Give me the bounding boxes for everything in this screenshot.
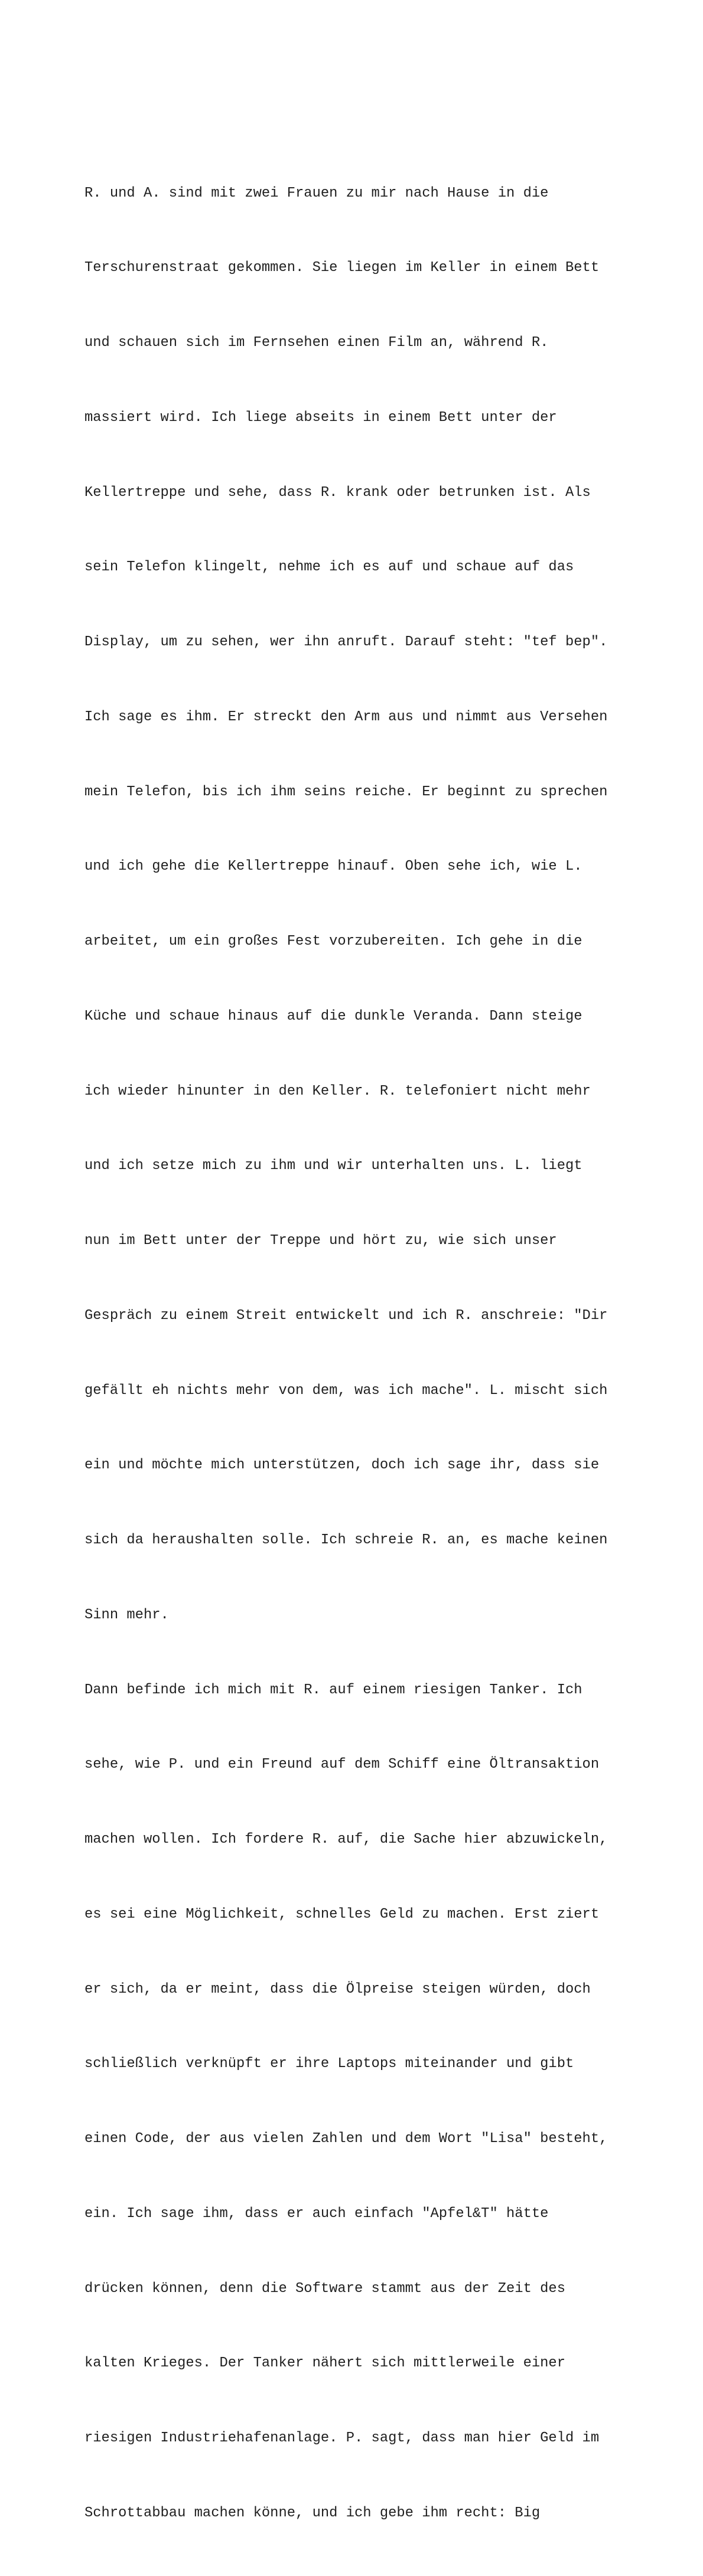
text-line: Dann befinde ich mich mit R. auf einem riesigen Tanker. Ich (84, 1682, 582, 1698)
text-line: sich da heraushalten solle. Ich schreie R. an, es mache keinen (84, 1532, 608, 1548)
text-line: sein Telefon klingelt, nehme ich es auf und schaue auf das (84, 559, 574, 576)
text-line: es sei eine Möglichkeit, schnelles Geld zu machen. Erst ziert (84, 1906, 600, 1922)
text-line: und ich setze mich zu ihm und wir unterhalten uns. L. liegt (84, 1158, 582, 1174)
text-line: drücken können, denn die Software stammt aus der Zeit des (84, 2280, 565, 2297)
text-line: riesigen Industriehafenanlage. P. sagt, dass man hier Geld im (84, 2430, 600, 2446)
text-line: Ich sage es ihm. Er streckt den Arm aus und nimmt aus Versehen (84, 709, 608, 725)
text-line: Gespräch zu einem Streit entwickelt und ich R. anschreie: "Dir (84, 1307, 608, 1324)
text-line: und ich gehe die Kellertreppe hinauf. Oben sehe ich, wie L. (84, 858, 582, 875)
text-line: schließlich verknüpft er ihre Laptops miteinander und gibt (84, 2056, 574, 2072)
text-line: einen Code, der aus vielen Zahlen und dem Wort "Lisa" besteht, (84, 2131, 608, 2147)
text-line: sehe, wie P. und ein Freund auf dem Schiff eine Öltransaktion (84, 1756, 600, 1773)
text-line: Küche und schaue hinaus auf die dunkle Veranda. Dann steige (84, 1008, 582, 1024)
text-line: massiert wird. Ich liege abseits in einem Bett unter der (84, 409, 557, 426)
text-line: Kellertreppe und sehe, dass R. krank oder betrunken ist. Als (84, 484, 591, 501)
text-line: R. und A. sind mit zwei Frauen zu mir nach Hause in die (84, 185, 549, 201)
text-line: er sich, da er meint, dass die Ölpreise steigen würden, doch (84, 1981, 591, 1997)
text-line: Display, um zu sehen, wer ihn anruft. Darauf steht: "tef bep". (84, 634, 608, 650)
text-line: arbeitet, um ein großes Fest vorzubereiten. Ich gehe in die (84, 933, 582, 949)
text-line: Sinn mehr. (84, 1607, 169, 1623)
text-line: gefällt eh nichts mehr von dem, was ich mache". L. mischt sich (84, 1382, 608, 1399)
text-line: Schrottabbau machen könne, und ich gebe ihm recht: Big (84, 2505, 541, 2521)
text-line: ein und möchte mich unterstützen, doch ich sage ihr, dass sie (84, 1457, 600, 1474)
text-line: ein. Ich sage ihm, dass er auch einfach "Apfel&T" hätte (84, 2205, 549, 2222)
text-line: mein Telefon, bis ich ihm seins reiche. Er beginnt zu sprechen (84, 783, 608, 800)
text-line: machen wollen. Ich fordere R. auf, die Sache hier abzuwickeln, (84, 1831, 608, 1847)
text-line: Terschurenstraat gekommen. Sie liegen im Keller in einem Bett (84, 260, 600, 276)
text-line: und schauen sich im Fernsehen einen Film an, während R. (84, 335, 549, 351)
text-line: ich wieder hinunter in den Keller. R. telefoniert nicht mehr (84, 1083, 591, 1099)
document-body-text (84, 131, 634, 2576)
text-line: nun im Bett unter der Treppe und hört zu, wie sich unser (84, 1233, 557, 1249)
text-line: kalten Krieges. Der Tanker nähert sich mittlerweile einer (84, 2355, 565, 2372)
